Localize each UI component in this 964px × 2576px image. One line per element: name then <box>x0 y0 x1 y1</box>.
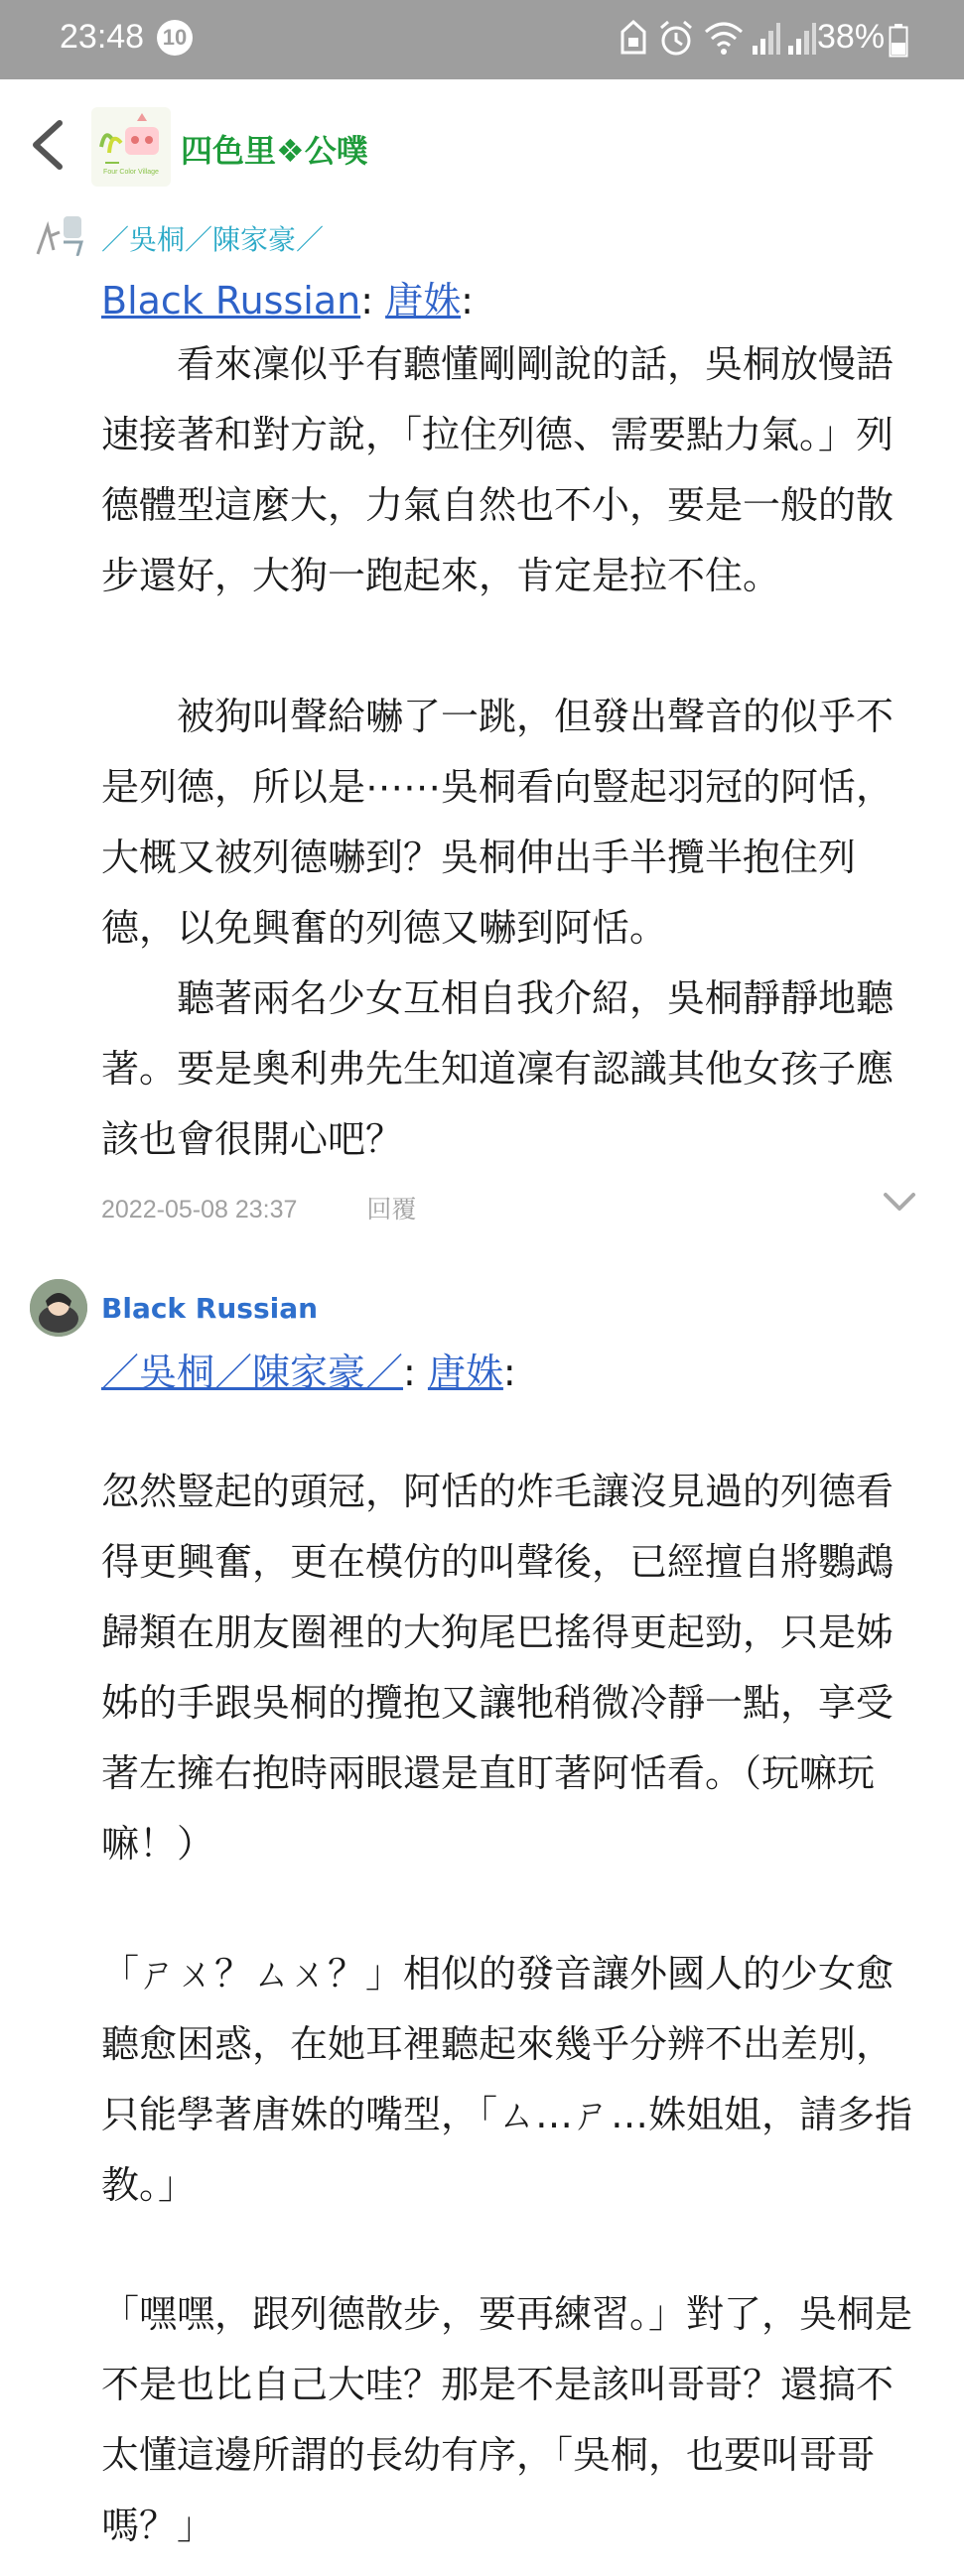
chevron-down-icon[interactable] <box>882 1191 917 1215</box>
signal-icon <box>787 20 817 56</box>
comment-timestamp: 2022-05-08 23:37 <box>101 1196 298 1224</box>
comment-paragraph: 看來凜似乎有聽懂剛剛說的話，吳桐放慢語速接著和對方說，「拉住列德、需要點力氣。」列德體型這麼大，力氣自然也不小，要是一般的散步還好，大狗一跑起來，肯定是拉不住。 <box>101 342 895 597</box>
reply-to-line <box>101 270 474 324</box>
comment-meta <box>101 1190 416 1225</box>
group-logo[interactable] <box>91 107 171 187</box>
reply-to-separator: : <box>360 279 386 322</box>
comment-paragraph: 「嘿嘿，跟列德散步，要再練習。」對了，吳桐是不是也比自己大哇？那是不是該叫哥哥？還搞不太懂這邊所謂的長幼有序，「吳桐，也要叫哥哥嗎？」 <box>101 2292 913 2547</box>
comment-paragraph: 聽著兩名少女互相自我介紹，吳桐靜靜地聽著。要是奧利弗先生知道凜有認識其他女孩子應該也會很開心吧？ <box>101 976 895 1161</box>
signal-icon <box>752 20 781 56</box>
home-lock-icon <box>620 20 646 56</box>
status-bar <box>0 0 964 79</box>
reply-to-separator: : <box>403 1351 428 1394</box>
battery-icon <box>889 24 908 58</box>
comment-paragraph: 「ㄕㄨ？ㄙㄨ？」相似的發音讓外國人的少女愈聽愈困惑，在她耳裡聽起來幾乎分辨不出差別，只能學著唐姝的嘴型，「ㄙ…ㄕ…姝姐姐，請多指教。」 <box>101 1952 913 2207</box>
avatar[interactable] <box>30 206 87 264</box>
wifi-icon <box>704 20 744 56</box>
notification-count-badge: 10 <box>157 20 193 56</box>
avatar-sketch-icon <box>30 206 87 264</box>
reply-to-line <box>101 1342 516 1396</box>
comment-paragraph: 忽然豎起的頭冠，阿恬的炸毛讓沒見過的列德看得更興奮，更在模仿的叫聲後，已經擅自將鸚鵡歸類在朋友圈裡的大狗尾巴搖得更起勁，只是姊姊的手跟吳桐的攬抱又讓牠稍微冷靜一點，享受著左擁右抱時兩眼還是直盯著阿恬看。（玩嘛玩嘛！） <box>101 1470 895 1866</box>
reply-to-target[interactable]: 唐姝 <box>385 279 462 322</box>
back-arrow-icon[interactable] <box>22 115 71 175</box>
comment-paragraph: 被狗叫聲給嚇了一跳，但發出聲音的似乎不是列德，所以是⋯⋯吳桐看向豎起羽冠的阿恬，大概又被列德嚇到？吳桐伸出手半攬半抱住列德，以免興奮的列德又嚇到阿恬。 <box>101 695 895 950</box>
reply-to-mention[interactable]: ／吳桐／陳家豪／ <box>101 1351 404 1394</box>
status-time: 23:48 <box>60 18 145 56</box>
reply-to-suffix: : <box>461 279 474 322</box>
reply-to-suffix: : <box>502 1351 516 1394</box>
reply-to-mention[interactable]: Black Russian <box>101 279 361 322</box>
header <box>0 79 964 208</box>
avatar[interactable] <box>30 1279 87 1337</box>
avatar-character-icon <box>30 1279 87 1337</box>
comment-author[interactable]: ／吳桐／陳家豪／ <box>101 223 325 256</box>
alarm-icon <box>658 20 694 58</box>
group-name[interactable]: 四色里❖公噗 <box>181 132 368 170</box>
battery-percent: 38% <box>817 18 886 56</box>
logo-caption: Four Color Village <box>103 169 159 176</box>
reply-button[interactable]: 回覆 <box>366 1196 417 1224</box>
reply-to-target[interactable]: 唐姝 <box>427 1351 503 1394</box>
comment-author[interactable]: Black Russian <box>101 1292 319 1325</box>
